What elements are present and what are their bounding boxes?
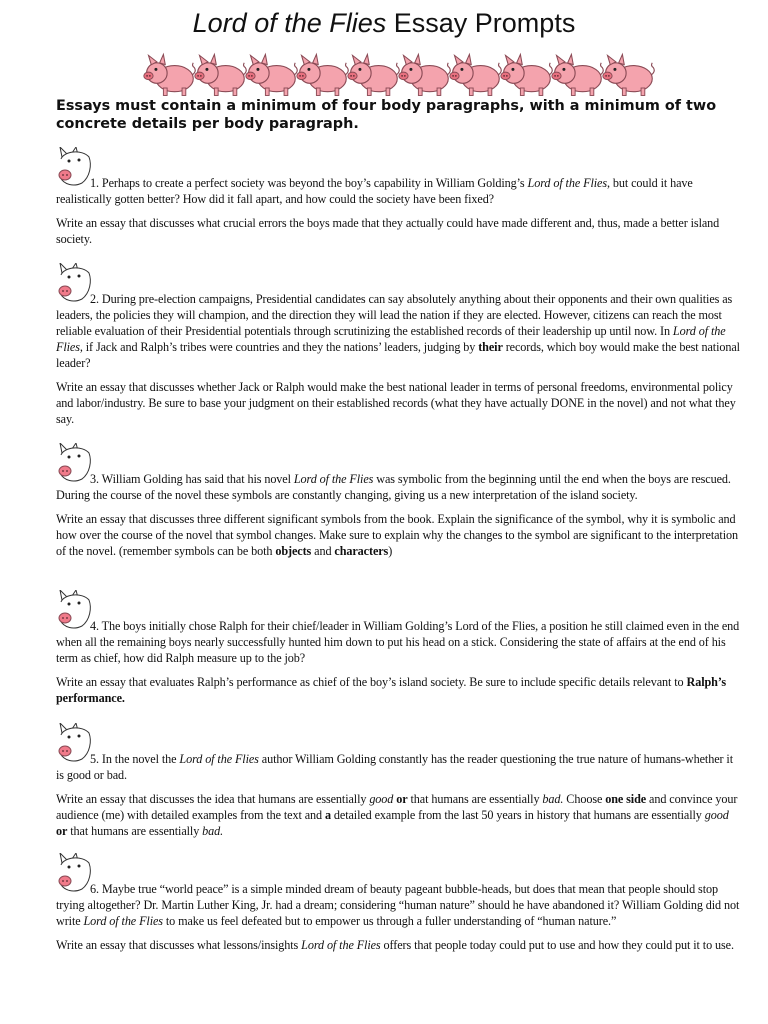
prompt-task: Write an essay that evaluates Ralph’s performance as chief of the boy’s island society. Be sure to include specific details relevant to Ralph’s performance. — [56, 675, 726, 705]
essay-requirement: Essays must contain a minimum of four body paragraphs, with a minimum of two concrete details per body paragraph. — [56, 98, 717, 132]
pig-icon — [56, 263, 92, 303]
prompt-question: 5. In the novel the Lord of the Flies author William Golding constantly has the reader questioning the true nature of humans-whether it is good or bad. — [56, 752, 733, 782]
pig-icon — [56, 853, 92, 893]
pig-icon — [498, 50, 554, 98]
prompt-question: 3. William Golding has said that his novel Lord of the Flies was symbolic from the beginning until the end when the boys are rescued. During the course of the novel these symbols are constantly changing, giving us a new interpretation of the island society. — [56, 472, 731, 502]
pig-icon — [56, 723, 92, 763]
prompt-question: 6. Maybe true “world peace” is a simple minded dream of beauty pageant bubble-heads, but does that mean that people should stop trying altogether? Dr. Martin Luther King, Jr. had a dream; considering “human nature” should he have abandoned it? William Golding did not write Lord of the Flies to make us feel defeated but to empower us through a fuller understanding of “human nature.” — [56, 882, 740, 928]
pig-icon — [192, 50, 248, 98]
prompt-1 — [56, 147, 740, 247]
prompt-5 — [56, 723, 740, 839]
prompt-question: 4. The boys initially chose Ralph for their chief/leader in William Golding’s Lord of the Flies, a position he still claimed even in the end when all the remaining boys nearly successfully hunted him down to put his head on a stick. Considering the state of affairs at the end of his term as chief, how did Ralph measure up to the job? — [56, 619, 740, 665]
prompt-task: Write an essay that discusses whether Jack or Ralph would make the best national leader in terms of personal freedoms, environmental policy and labor/industry. Be sure to base your judgment on their established records (what they have actually DONE in the novel) and not what they say. — [56, 380, 736, 426]
prompt-task: Write an essay that discusses three different significant symbols from the book. Explain the significance of the symbol, why it is symbolic and how over the course of the novel that symbol changes. Make sure to explain why the changes to the symbol are significant to the interpretation of the novel. (remember symbols can be both objects and characters) — [56, 512, 738, 558]
prompt-4 — [56, 590, 740, 706]
prompt-3 — [56, 443, 740, 559]
pig-icon — [600, 50, 656, 98]
prompt-task: Write an essay that discusses the idea that humans are essentially good or that humans are essentially bad. Choose one side and convince your audience (me) with detailed examples from the text and a detailed example from the last 50 years in history that humans are essentially good or that humans are essentially bad. — [56, 792, 738, 838]
prompt-question: 2. During pre-election campaigns, Presidential candidates can say absolutely anything about their opponents and their own qualities as leaders, the policies they will champion, and the direction they will lead the nation if they are elected. However, citizens can reach the most reliable evaluation of their Presidential potentials through scrutinizing the established records of their leadership up until now. In Lord of the Flies, if Jack and Ralph’s tribes were countries and they the nations’ leaders, judging by their records, which boy would make the best national leader? — [56, 292, 740, 370]
pig-icon — [141, 50, 197, 98]
pig-icon — [294, 50, 350, 98]
pig-icon — [549, 50, 605, 98]
prompt-question: 1. Perhaps to create a perfect society was beyond the boy’s capability in William Golding’s Lord of the Flies, but could it have realistically gotten better? How did it fall apart, and how could the society have been fixed? — [56, 176, 693, 206]
page-title: Lord of the Flies Essay Prompts — [192, 8, 576, 38]
pig-icon — [56, 590, 92, 630]
pig-icon — [56, 147, 92, 187]
prompt-task: Write an essay that discusses what crucial errors the boys made that they actually could have made different and, thus, made a better island society. — [56, 216, 720, 246]
pig-banner — [141, 50, 661, 98]
prompt-task: Write an essay that discusses what lessons/insights Lord of the Flies offers that people today could put to use and how they could put it to use. — [56, 938, 734, 952]
pig-icon — [56, 443, 92, 483]
pig-icon — [243, 50, 299, 98]
prompt-2 — [56, 263, 740, 427]
pig-icon — [396, 50, 452, 98]
pig-icon — [345, 50, 401, 98]
prompt-6 — [56, 853, 740, 953]
pig-icon — [447, 50, 503, 98]
